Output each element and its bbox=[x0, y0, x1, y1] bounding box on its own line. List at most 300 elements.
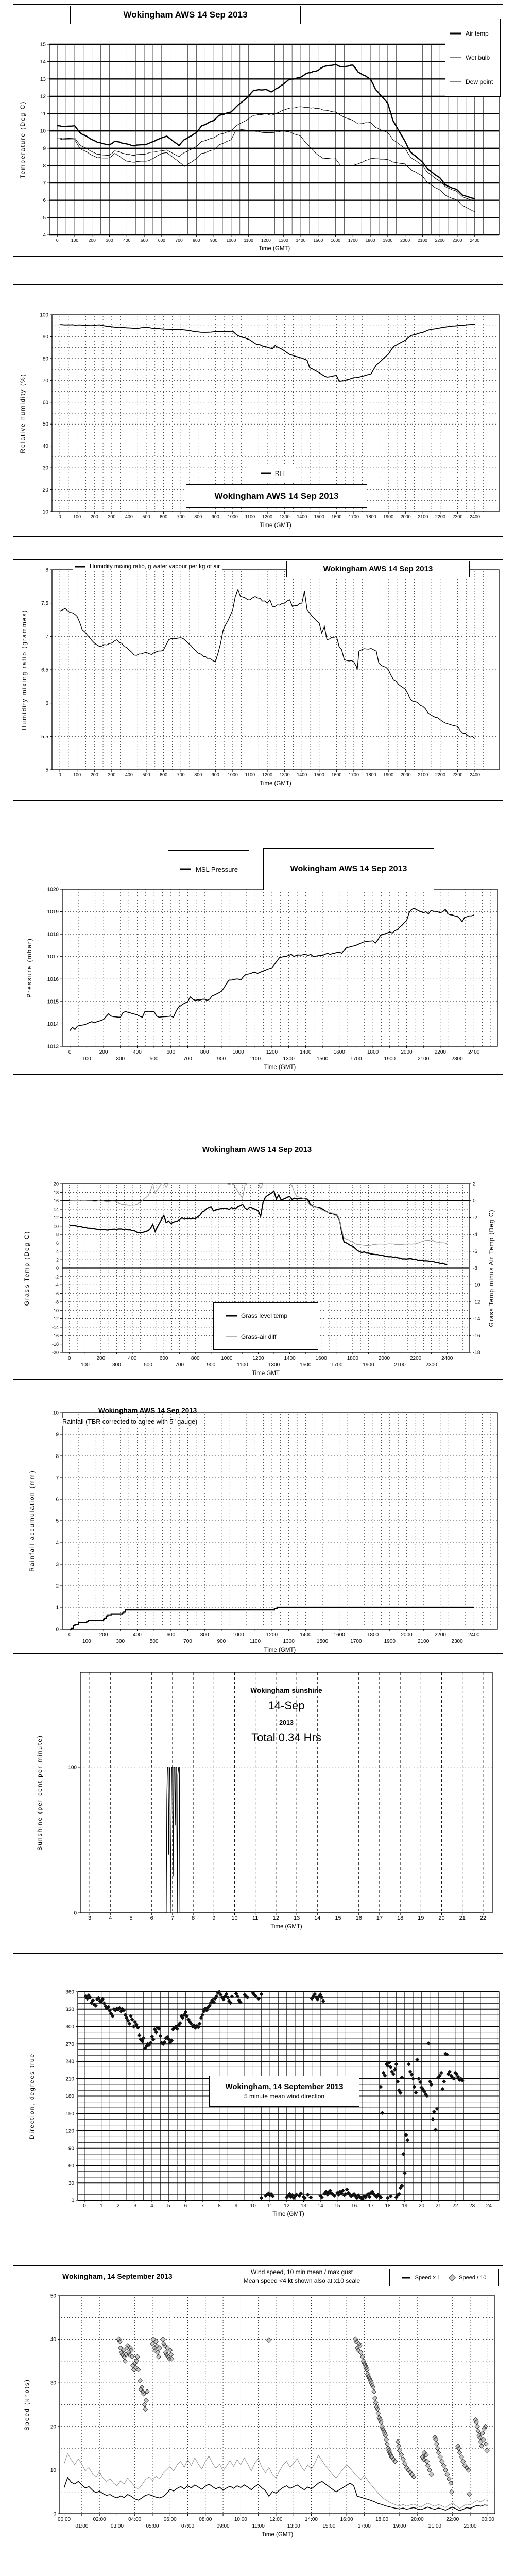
svg-text:Time (GMT): Time (GMT) bbox=[258, 246, 290, 252]
svg-text:5.5: 5.5 bbox=[41, 734, 48, 740]
svg-text:300: 300 bbox=[112, 1362, 121, 1368]
svg-text:10: 10 bbox=[53, 1410, 59, 1416]
svg-text:2100: 2100 bbox=[418, 1639, 430, 1645]
svg-text:70: 70 bbox=[42, 378, 48, 384]
svg-text:2400: 2400 bbox=[469, 514, 480, 519]
svg-text:60: 60 bbox=[68, 2163, 74, 2169]
svg-text:16:00: 16:00 bbox=[340, 2517, 353, 2522]
svg-text:5: 5 bbox=[43, 215, 46, 221]
hmr-line-swatch-icon bbox=[75, 565, 86, 569]
wind-direction-chart bbox=[13, 1976, 503, 2243]
svg-text:180: 180 bbox=[65, 2094, 74, 2099]
svg-text:2: 2 bbox=[56, 1583, 59, 1589]
svg-text:2000: 2000 bbox=[400, 514, 411, 519]
svg-text:300: 300 bbox=[116, 1056, 125, 1062]
svg-text:20: 20 bbox=[438, 1915, 445, 1921]
svg-text:600: 600 bbox=[160, 514, 168, 519]
panel-msl-pressure bbox=[13, 823, 503, 1075]
svg-text:3: 3 bbox=[133, 2203, 137, 2209]
svg-text:1700: 1700 bbox=[331, 1362, 343, 1368]
dew-point-line-swatch-icon bbox=[450, 80, 462, 84]
svg-text:1600: 1600 bbox=[331, 238, 341, 243]
svg-text:600: 600 bbox=[160, 772, 168, 777]
svg-text:-16: -16 bbox=[473, 1333, 480, 1339]
svg-text:-12: -12 bbox=[473, 1299, 480, 1306]
humidity-mixing-ratio-chart bbox=[13, 560, 503, 800]
svg-text:-18: -18 bbox=[52, 1342, 59, 1347]
svg-text:-4: -4 bbox=[54, 1282, 59, 1288]
svg-text:1: 1 bbox=[100, 2203, 103, 2209]
svg-text:100: 100 bbox=[82, 1056, 91, 1062]
svg-text:5: 5 bbox=[129, 1915, 133, 1921]
svg-text:100: 100 bbox=[68, 1765, 77, 1771]
svg-text:4: 4 bbox=[150, 2203, 153, 2209]
panel-rainfall bbox=[13, 1402, 503, 1654]
chart-title: Wokingham AWS 14 Sep 2013 bbox=[263, 848, 434, 890]
svg-text:6: 6 bbox=[184, 2203, 187, 2209]
svg-text:0: 0 bbox=[68, 1632, 72, 1638]
svg-text:200: 200 bbox=[96, 1355, 106, 1361]
svg-text:14: 14 bbox=[317, 2203, 323, 2209]
svg-text:500: 500 bbox=[142, 772, 150, 777]
svg-text:02:00: 02:00 bbox=[93, 2517, 106, 2522]
svg-text:6: 6 bbox=[45, 701, 48, 707]
sunshine-title-block bbox=[142, 1687, 431, 1744]
wet-bulb-line-swatch-icon bbox=[450, 56, 462, 60]
chart-title: Wokingham AWS 14 Sep 2013 bbox=[186, 484, 367, 508]
svg-text:3: 3 bbox=[88, 1915, 92, 1921]
svg-text:21: 21 bbox=[435, 2203, 441, 2209]
svg-text:1200: 1200 bbox=[262, 514, 273, 519]
svg-text:9: 9 bbox=[212, 1915, 216, 1921]
svg-text:500: 500 bbox=[144, 1362, 152, 1368]
svg-text:Grass Temp (Deg C): Grass Temp (Deg C) bbox=[23, 1230, 30, 1306]
svg-text:13: 13 bbox=[300, 2203, 307, 2209]
svg-text:20: 20 bbox=[42, 487, 48, 494]
svg-text:09:00: 09:00 bbox=[216, 2523, 230, 2529]
svg-text:1016: 1016 bbox=[47, 976, 59, 982]
svg-text:1600: 1600 bbox=[331, 772, 342, 777]
svg-text:2300: 2300 bbox=[452, 238, 462, 243]
legend bbox=[73, 563, 222, 571]
svg-text:60: 60 bbox=[42, 400, 48, 406]
svg-text:0: 0 bbox=[68, 1049, 72, 1055]
svg-text:240: 240 bbox=[65, 2059, 74, 2065]
svg-text:1400: 1400 bbox=[297, 514, 307, 519]
svg-text:2200: 2200 bbox=[435, 238, 445, 243]
svg-text:2300: 2300 bbox=[452, 772, 463, 777]
svg-text:7: 7 bbox=[201, 2203, 204, 2209]
grass-air-diff-line-swatch-icon bbox=[225, 1335, 237, 1339]
svg-text:1400: 1400 bbox=[297, 772, 307, 777]
svg-text:300: 300 bbox=[116, 1639, 125, 1645]
svg-text:1000: 1000 bbox=[232, 1049, 244, 1055]
svg-text:700: 700 bbox=[177, 514, 185, 519]
svg-text:30: 30 bbox=[68, 2180, 74, 2187]
svg-text:360: 360 bbox=[65, 1989, 74, 1995]
svg-text:Rainfall accumulation (mm): Rainfall accumulation (mm) bbox=[28, 1470, 36, 1572]
svg-text:10: 10 bbox=[50, 2467, 56, 2473]
svg-text:2: 2 bbox=[56, 1257, 59, 1263]
svg-text:19: 19 bbox=[402, 2203, 408, 2209]
svg-text:24: 24 bbox=[486, 2203, 492, 2209]
svg-text:900: 900 bbox=[211, 514, 219, 519]
svg-text:21:00: 21:00 bbox=[428, 2523, 441, 2529]
svg-text:1200: 1200 bbox=[262, 772, 273, 777]
svg-text:1900: 1900 bbox=[384, 1639, 396, 1645]
svg-text:23: 23 bbox=[469, 2203, 475, 2209]
svg-text:-18: -18 bbox=[473, 1350, 480, 1356]
svg-text:700: 700 bbox=[177, 772, 185, 777]
svg-text:0: 0 bbox=[56, 1626, 59, 1633]
svg-text:Direction, degrees true: Direction, degrees true bbox=[28, 2053, 36, 2140]
svg-text:6: 6 bbox=[56, 1240, 59, 1246]
legend-label: Grass-air diff bbox=[241, 1333, 277, 1341]
svg-text:15:00: 15:00 bbox=[322, 2523, 336, 2529]
svg-text:17: 17 bbox=[368, 2203, 374, 2209]
panel-wind-direction bbox=[13, 1976, 503, 2243]
chart-title: Wokingham AWS 14 Sep 2013 bbox=[168, 1136, 346, 1163]
svg-text:7.5: 7.5 bbox=[41, 601, 48, 607]
svg-text:22:00: 22:00 bbox=[446, 2517, 459, 2522]
svg-text:700: 700 bbox=[183, 1639, 192, 1645]
svg-text:Time (GMT): Time (GMT) bbox=[272, 2211, 304, 2217]
chart-title: Wokingham AWS 14 Sep 2013 bbox=[98, 1406, 197, 1414]
svg-text:15: 15 bbox=[334, 2203, 340, 2209]
svg-text:14: 14 bbox=[40, 59, 46, 65]
legend-label: Speed / 10 bbox=[459, 2275, 487, 2281]
svg-text:2400: 2400 bbox=[468, 1632, 480, 1638]
svg-text:-10: -10 bbox=[52, 1308, 59, 1313]
svg-text:1014: 1014 bbox=[47, 1021, 59, 1027]
air-temp-line-swatch-icon bbox=[450, 31, 462, 36]
svg-text:Temperature (Deg C): Temperature (Deg C) bbox=[19, 100, 26, 179]
svg-text:400: 400 bbox=[125, 514, 133, 519]
svg-text:300: 300 bbox=[108, 772, 116, 777]
legend bbox=[168, 850, 249, 888]
svg-text:Time (GMT): Time (GMT) bbox=[260, 781, 291, 787]
svg-text:900: 900 bbox=[211, 772, 219, 777]
svg-text:13: 13 bbox=[293, 1915, 300, 1921]
svg-text:14: 14 bbox=[314, 1915, 321, 1921]
svg-text:18: 18 bbox=[53, 1190, 59, 1195]
svg-text:100: 100 bbox=[82, 1639, 91, 1645]
svg-text:800: 800 bbox=[194, 514, 202, 519]
svg-text:700: 700 bbox=[175, 1362, 184, 1368]
svg-text:700: 700 bbox=[175, 238, 183, 243]
svg-text:1600: 1600 bbox=[315, 1355, 327, 1361]
svg-text:16: 16 bbox=[53, 1198, 59, 1204]
svg-text:16: 16 bbox=[355, 1915, 362, 1921]
svg-text:6: 6 bbox=[150, 1915, 153, 1921]
svg-text:1900: 1900 bbox=[384, 1056, 396, 1062]
svg-text:9: 9 bbox=[234, 2203, 238, 2209]
svg-text:90: 90 bbox=[68, 2146, 74, 2152]
svg-text:4: 4 bbox=[56, 1249, 59, 1255]
svg-text:1700: 1700 bbox=[348, 772, 359, 777]
svg-text:50: 50 bbox=[50, 2293, 56, 2299]
svg-text:1400: 1400 bbox=[284, 1355, 296, 1361]
svg-text:8: 8 bbox=[45, 567, 48, 573]
svg-text:2100: 2100 bbox=[394, 1362, 406, 1368]
svg-text:1500: 1500 bbox=[300, 1362, 312, 1368]
svg-text:1300: 1300 bbox=[278, 238, 288, 243]
svg-text:2100: 2100 bbox=[418, 1056, 430, 1062]
svg-text:270: 270 bbox=[65, 2041, 74, 2047]
svg-text:300: 300 bbox=[108, 514, 116, 519]
svg-text:2400: 2400 bbox=[441, 1355, 453, 1361]
svg-text:1700: 1700 bbox=[350, 1056, 362, 1062]
svg-text:2300: 2300 bbox=[452, 514, 463, 519]
svg-text:Time (GMT): Time (GMT) bbox=[260, 522, 291, 529]
svg-text:6: 6 bbox=[43, 198, 46, 204]
svg-text:1900: 1900 bbox=[383, 514, 394, 519]
svg-text:800: 800 bbox=[191, 1355, 200, 1361]
svg-text:10: 10 bbox=[53, 1224, 59, 1229]
svg-text:Relative humidity (%): Relative humidity (%) bbox=[19, 373, 26, 453]
svg-text:400: 400 bbox=[123, 238, 131, 243]
svg-text:20: 20 bbox=[53, 1181, 59, 1187]
panel-temperature bbox=[13, 4, 503, 257]
svg-text:18: 18 bbox=[385, 2203, 391, 2209]
grass-temp-line-swatch-icon bbox=[225, 1314, 237, 1318]
svg-text:900: 900 bbox=[210, 238, 218, 243]
svg-text:30: 30 bbox=[50, 2380, 56, 2386]
svg-text:Time (GMT): Time (GMT) bbox=[264, 1064, 296, 1071]
svg-text:1300: 1300 bbox=[279, 772, 290, 777]
svg-text:800: 800 bbox=[200, 1049, 209, 1055]
chart-date: 14-Sep bbox=[268, 1699, 305, 1712]
svg-text:2400: 2400 bbox=[469, 772, 480, 777]
svg-text:Time (GMT): Time (GMT) bbox=[264, 1647, 296, 1653]
svg-text:200: 200 bbox=[99, 1049, 108, 1055]
svg-text:1100: 1100 bbox=[245, 772, 255, 777]
svg-text:12: 12 bbox=[272, 1915, 280, 1921]
panel-sunshine bbox=[13, 1666, 503, 1954]
svg-text:-20: -20 bbox=[52, 1350, 59, 1355]
svg-text:11: 11 bbox=[252, 1915, 259, 1921]
svg-text:10:00: 10:00 bbox=[234, 2517, 247, 2522]
svg-text:1800: 1800 bbox=[367, 1632, 379, 1638]
svg-text:1300: 1300 bbox=[283, 1639, 295, 1645]
svg-text:400: 400 bbox=[133, 1632, 142, 1638]
svg-text:600: 600 bbox=[159, 1355, 168, 1361]
legend bbox=[213, 1302, 318, 1350]
legend bbox=[445, 19, 501, 97]
chart-title: Wokingham AWS 14 Sep 2013 bbox=[286, 561, 470, 577]
legend-label: MSL Pressure bbox=[196, 865, 238, 873]
speed-line-swatch-icon bbox=[402, 2276, 411, 2280]
svg-text:100: 100 bbox=[73, 514, 81, 519]
svg-text:100: 100 bbox=[73, 772, 81, 777]
svg-text:Time GMT: Time GMT bbox=[252, 1370, 280, 1377]
chart-year: 2013 bbox=[279, 1719, 294, 1726]
svg-text:4: 4 bbox=[56, 1540, 59, 1546]
svg-text:12: 12 bbox=[284, 2203, 290, 2209]
chart-subtitle-block bbox=[217, 2268, 387, 2285]
chart-title: Wokingham AWS 14 Sep 2013 bbox=[70, 6, 301, 24]
svg-text:8: 8 bbox=[192, 1915, 195, 1921]
svg-text:500: 500 bbox=[149, 1639, 159, 1645]
svg-text:2200: 2200 bbox=[435, 514, 445, 519]
svg-text:11: 11 bbox=[267, 2203, 273, 2209]
svg-text:2200: 2200 bbox=[435, 772, 445, 777]
sunshine-total: Total 0.34 Hrs bbox=[251, 1731, 321, 1744]
svg-text:900: 900 bbox=[207, 1362, 216, 1368]
chart-subtitle-line1: Wind speed, 10 min mean / max gust bbox=[250, 2268, 353, 2276]
svg-text:0: 0 bbox=[67, 1355, 71, 1361]
svg-text:1500: 1500 bbox=[314, 514, 324, 519]
svg-text:900: 900 bbox=[217, 1056, 226, 1062]
svg-text:20: 20 bbox=[50, 2424, 56, 2430]
svg-text:1000: 1000 bbox=[227, 772, 238, 777]
svg-text:9: 9 bbox=[43, 146, 46, 152]
svg-text:200: 200 bbox=[99, 1632, 108, 1638]
svg-text:1013: 1013 bbox=[47, 1044, 59, 1050]
legend bbox=[389, 2269, 499, 2286]
chart-subtitle-line2: Mean speed <4 kt shown also at x10 scale bbox=[243, 2277, 360, 2284]
svg-text:90: 90 bbox=[42, 334, 48, 340]
svg-text:2400: 2400 bbox=[470, 238, 480, 243]
svg-text:300: 300 bbox=[106, 238, 113, 243]
svg-text:200: 200 bbox=[88, 238, 96, 243]
svg-text:2200: 2200 bbox=[434, 1632, 446, 1638]
svg-text:0: 0 bbox=[58, 772, 61, 777]
svg-text:1400: 1400 bbox=[296, 238, 306, 243]
svg-text:1500: 1500 bbox=[316, 1639, 329, 1645]
svg-text:-8: -8 bbox=[473, 1266, 477, 1272]
svg-text:1300: 1300 bbox=[268, 1362, 280, 1368]
svg-text:2300: 2300 bbox=[451, 1056, 463, 1062]
svg-text:1200: 1200 bbox=[266, 1632, 278, 1638]
svg-text:1100: 1100 bbox=[245, 514, 255, 519]
svg-text:-6: -6 bbox=[54, 1291, 59, 1297]
legend-label: Speed x 1 bbox=[415, 2275, 441, 2281]
svg-text:5: 5 bbox=[167, 2203, 170, 2209]
svg-text:13: 13 bbox=[40, 76, 46, 82]
svg-text:Humidity mixing ratio (grammes: Humidity mixing ratio (grammes) bbox=[21, 609, 28, 731]
svg-text:400: 400 bbox=[133, 1049, 142, 1055]
svg-text:7: 7 bbox=[45, 634, 48, 640]
svg-text:1100: 1100 bbox=[237, 1362, 248, 1368]
svg-text:80: 80 bbox=[42, 356, 48, 362]
chart-title: Wokingham sunshine bbox=[250, 1687, 322, 1694]
svg-text:500: 500 bbox=[140, 238, 148, 243]
svg-text:03:00: 03:00 bbox=[110, 2523, 124, 2529]
chart-title: Wokingham, 14 September 2013 bbox=[62, 2272, 173, 2280]
svg-text:22: 22 bbox=[452, 2203, 458, 2209]
svg-text:1017: 1017 bbox=[47, 954, 59, 960]
svg-text:3: 3 bbox=[56, 1562, 59, 1568]
svg-text:6.5: 6.5 bbox=[41, 667, 48, 673]
svg-text:800: 800 bbox=[194, 772, 202, 777]
svg-text:22: 22 bbox=[479, 1915, 487, 1921]
legend bbox=[248, 465, 296, 482]
svg-text:17:00: 17:00 bbox=[357, 2523, 371, 2529]
svg-text:14: 14 bbox=[53, 1207, 59, 1212]
svg-text:1800: 1800 bbox=[366, 772, 376, 777]
svg-text:1019: 1019 bbox=[47, 909, 59, 916]
svg-text:12:00: 12:00 bbox=[269, 2517, 283, 2522]
svg-text:200: 200 bbox=[90, 772, 98, 777]
svg-text:-4: -4 bbox=[473, 1232, 477, 1238]
speed-diamond-swatch-icon bbox=[449, 2274, 456, 2281]
svg-text:20:00: 20:00 bbox=[410, 2517, 424, 2522]
svg-text:-12: -12 bbox=[52, 1316, 59, 1322]
svg-text:1000: 1000 bbox=[226, 238, 236, 243]
svg-text:2200: 2200 bbox=[434, 1049, 446, 1055]
svg-text:1: 1 bbox=[56, 1605, 59, 1611]
svg-text:04:00: 04:00 bbox=[128, 2517, 142, 2522]
svg-text:-16: -16 bbox=[52, 1333, 59, 1338]
svg-text:40: 40 bbox=[42, 444, 48, 450]
svg-text:100: 100 bbox=[80, 1362, 90, 1368]
panel-humidity-mixing-ratio bbox=[13, 559, 503, 801]
legend-label: Dew point bbox=[466, 78, 493, 86]
legend-label: Air temp bbox=[466, 29, 489, 37]
svg-text:1500: 1500 bbox=[313, 238, 323, 243]
svg-text:-6: -6 bbox=[473, 1249, 477, 1255]
svg-text:1000: 1000 bbox=[221, 1355, 233, 1361]
panel-wind-speed bbox=[13, 2265, 503, 2558]
svg-text:120: 120 bbox=[65, 2128, 74, 2134]
svg-text:330: 330 bbox=[65, 2007, 74, 2013]
legend-label: Grass level temp bbox=[241, 1312, 288, 1319]
chart-subtitle: Rainfall (TBR corrected to agree with 5" gauge) bbox=[61, 1418, 199, 1426]
svg-text:1200: 1200 bbox=[261, 238, 271, 243]
svg-text:11: 11 bbox=[40, 111, 46, 117]
svg-text:5: 5 bbox=[56, 1518, 59, 1524]
svg-text:400: 400 bbox=[128, 1355, 137, 1361]
svg-text:2000: 2000 bbox=[400, 238, 410, 243]
svg-text:6: 6 bbox=[56, 1497, 59, 1503]
svg-text:2: 2 bbox=[473, 1181, 476, 1188]
chart-title-box bbox=[209, 2076, 359, 2107]
svg-text:2000: 2000 bbox=[401, 1632, 413, 1638]
svg-text:0: 0 bbox=[56, 238, 59, 243]
svg-text:500: 500 bbox=[149, 1056, 159, 1062]
svg-text:1100: 1100 bbox=[244, 238, 253, 243]
svg-text:Grass Temp minus Air Temp (Deg: Grass Temp minus Air Temp (Deg C) bbox=[488, 1209, 495, 1327]
svg-text:1100: 1100 bbox=[249, 1056, 261, 1062]
legend-label: Wet bulb bbox=[466, 54, 490, 61]
svg-text:19:00: 19:00 bbox=[393, 2523, 406, 2529]
svg-text:2000: 2000 bbox=[378, 1355, 390, 1361]
svg-text:1900: 1900 bbox=[363, 1362, 374, 1368]
svg-text:21: 21 bbox=[459, 1915, 466, 1921]
svg-text:-2: -2 bbox=[473, 1215, 477, 1221]
chart-title: Wokingham, 14 September 2013 bbox=[225, 2082, 344, 2091]
svg-text:14:00: 14:00 bbox=[304, 2517, 318, 2522]
svg-text:5: 5 bbox=[45, 767, 48, 773]
svg-text:1000: 1000 bbox=[232, 1632, 244, 1638]
legend-label: Humidity mixing ratio, g water vapour per kg of air bbox=[90, 564, 220, 570]
svg-text:Time (GMT): Time (GMT) bbox=[261, 2532, 294, 2538]
svg-text:1700: 1700 bbox=[350, 1639, 362, 1645]
svg-text:18:00: 18:00 bbox=[375, 2517, 389, 2522]
svg-text:10: 10 bbox=[40, 128, 46, 134]
svg-text:2100: 2100 bbox=[418, 772, 428, 777]
svg-text:700: 700 bbox=[183, 1056, 192, 1062]
wind-speed-chart bbox=[13, 2266, 503, 2558]
svg-text:13:00: 13:00 bbox=[287, 2523, 300, 2529]
svg-text:8: 8 bbox=[218, 2203, 221, 2209]
svg-text:1500: 1500 bbox=[316, 1056, 329, 1062]
svg-text:800: 800 bbox=[193, 238, 200, 243]
svg-text:15: 15 bbox=[40, 42, 46, 48]
svg-text:1300: 1300 bbox=[283, 1056, 295, 1062]
svg-text:0: 0 bbox=[74, 1910, 77, 1917]
